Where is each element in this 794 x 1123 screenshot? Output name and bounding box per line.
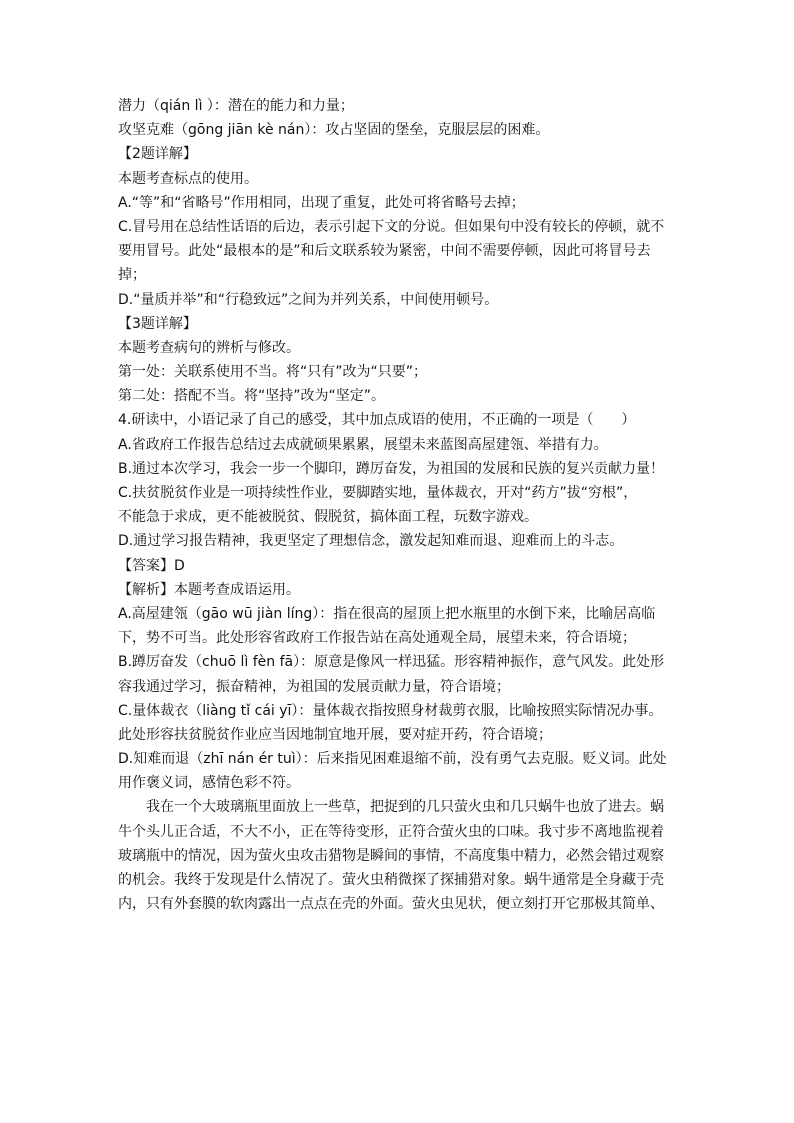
reading-passage-line: 的机会。我终于发现是什么情况了。萤火虫稍微探了探捕猎对象。蜗牛通常是全身藏于壳 xyxy=(118,872,664,888)
analysis-heading: 【解析】本题考查成语运用。 xyxy=(118,581,300,598)
reading-passage-line: 玻璃瓶中的情况，因为萤火虫攻击猎物是瞬间的事情，不高度集中精力，必然会错过观察 xyxy=(118,847,664,864)
text-line: 此处形容扶贫脱贫作业应当因地制宜地开展，要对症开药，符合语境； xyxy=(118,726,552,743)
reading-passage-line: 牛个头儿正合适，不大不小，正在等待变形，正符合萤火虫的口味。我寸步不离地监视着 xyxy=(118,823,664,840)
text-line: 容我通过学习，振奋精神，为祖国的发展贡献力量，符合语境； xyxy=(118,678,510,695)
reading-passage-line: 内，只有外套膜的软肉露出一点点在壳的外面。萤火虫见状，便立刻打开它那极其简单、 xyxy=(118,896,664,913)
text-line: B.蹲厉奋发（chuō lì fèn fā）：原意是像风一样迅猛。形容精神振作，意气风发。此处形 xyxy=(118,654,665,671)
option-c-continued: 不能急于求成，更不能被脱贫、假脱贫，搞体面工程，玩数字游戏。 xyxy=(118,509,538,526)
section-heading: 【3题详解】 xyxy=(118,315,197,332)
reading-passage-line: 我在一个大玻璃瓶里面放上一些草，把捉到的几只萤火虫和几只蜗牛也放了进去。蜗 xyxy=(146,799,664,816)
text-line: 下，势不可当。此处形容省政府工作报告站在高处通观全局，展望未来，符合语境； xyxy=(118,630,636,647)
text-line: 第一处：关联系使用不当。将“只有”改为“只要”； xyxy=(118,364,428,381)
answer-line: 【答案】D xyxy=(118,557,185,574)
text-line: 用作褒义词，感情色彩不符。 xyxy=(118,775,300,792)
section-heading: 【2题详解】 xyxy=(118,146,197,163)
text-line: A.“等”和“省略号”作用相同，出现了重复，此处可将省略号去掉； xyxy=(118,194,525,211)
question-stem: 4.研读中，小语记录了自己的感受，其中加点成语的使用，不正确的一项是（ ） xyxy=(118,412,636,429)
text-line: C.量体裁衣（liàng tǐ cái yī）：量体裁衣指按照身材裁剪衣服，比喻按照实际情况办事。 xyxy=(118,702,663,719)
option-c: C.扶贫脱贫作业是一项持续性作业，要脚踏实地，量体裁衣，开对“药方”拔“穷根”， xyxy=(118,485,638,501)
option-a: A.省政府工作报告总结过去成就硕果累累，展望未来蓝图高屋建瓴、举措有力。 xyxy=(118,436,608,453)
text-line: D.“量质并举”和“行稳致远”之间为并列关系，中间使用顿号。 xyxy=(118,291,499,308)
text-line: A.高屋建瓴（gāo wū jiàn líng）：指在很高的屋顶上把水瓶里的水倒下来，比喻居高临 xyxy=(118,605,656,622)
text-line: 攻坚克难（gōng jiān kè nán）：攻占坚固的堡垒，克服层层的困难。 xyxy=(118,122,550,139)
text-line: 潜力（qián lì ）：潜在的能力和力量； xyxy=(118,98,354,114)
text-line: 本题考查标点的使用。 xyxy=(118,170,258,187)
text-line: 本题考查病句的辨析与修改。 xyxy=(118,339,300,356)
option-b: B.通过本次学习，我会一步一个脚印，蹲厉奋发，为祖国的发展和民族的复兴贡献力量！ xyxy=(118,460,665,477)
text-line: 要用冒号。此处“最根本的是”和后文联系较为紧密，中间不需要停顿，因此可将冒号去 xyxy=(118,243,651,260)
text-line: 掉； xyxy=(118,267,146,284)
text-line: 第二处：搭配不当。将“坚持”改为“坚定”。 xyxy=(118,388,386,405)
text-line: C.冒号用在总结性话语的后边，表示引起下文的分说。但如果句中没有较长的停顿，就不 xyxy=(118,218,665,235)
text-line: D.知难而退（zhī nán ér tuì）：后来指见困难退缩不前，没有勇气去克服。贬义词。此处 xyxy=(118,751,667,768)
document-body xyxy=(118,94,678,916)
option-d: D.通过学习报告精神，我更坚定了理想信念，激发起知难而退、迎难而上的斗志。 xyxy=(118,533,624,550)
